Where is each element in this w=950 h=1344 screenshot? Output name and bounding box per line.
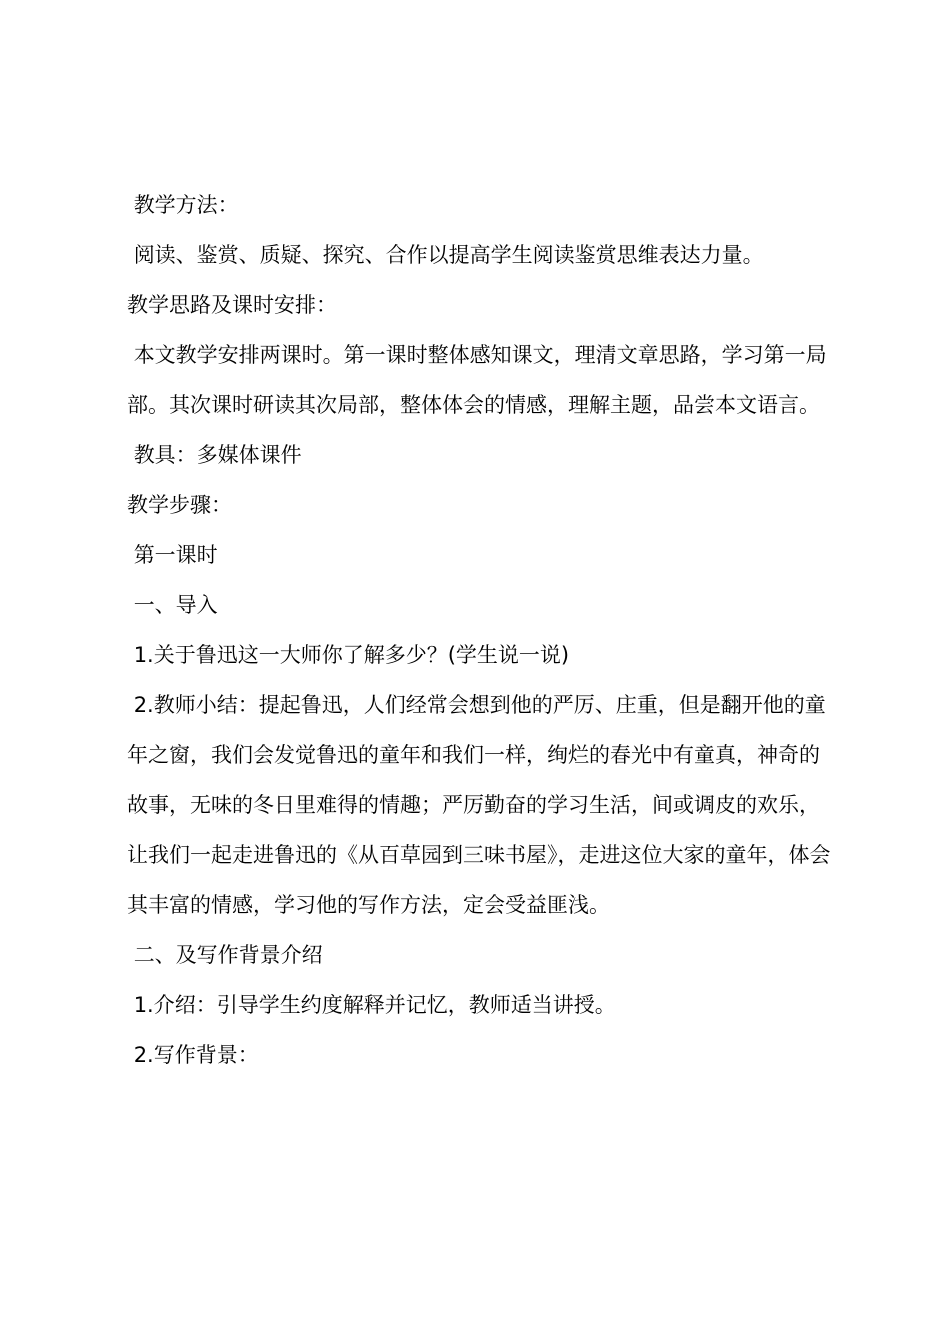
paragraph-teaching-aids: 教具：多媒体课件 xyxy=(127,443,302,467)
paragraph-section-background: 二、及写作背景介绍 xyxy=(127,943,323,967)
paragraph-teaching-methods-heading: 教学方法： xyxy=(127,193,239,217)
paragraph-schedule: 本文教学安排两课时。第一课时整体感知课文，理清文章思路，学习第一局部。其次课时研读其次局部，整体体会的情感，理解主题，品尝本文语言。 xyxy=(127,343,827,417)
paragraph-schedule-heading: 教学思路及课时安排： xyxy=(127,293,337,317)
paragraph-item-2: 2.教师小结：提起鲁迅，人们经常会想到他的严厉、庄重，但是翻开他的童年之窗，我们会发觉鲁迅的童年和我们一样，绚烂的春光中有童真，神奇的故事，无味的冬日里难得的情趣；严厉勤奋的学习生活，间或调皮的欢乐，让我们一起走进鲁迅的《从百草园到三味书屋》，走进这位大家的童年，体会其丰富的情感，学习他的写作方法，定会受益匪浅。 xyxy=(127,693,831,917)
paragraph-first-lesson: 第一课时 xyxy=(127,543,218,567)
paragraph-background-item-1: 1.介绍：引导学生约度解释并记忆，教师适当讲授。 xyxy=(127,993,616,1017)
paragraph-background-item-2: 2.写作背景： xyxy=(127,1043,259,1067)
paragraph-section-introduction: 一、导入 xyxy=(127,593,218,617)
paragraph-steps-heading: 教学步骤： xyxy=(127,493,232,517)
paragraph-teaching-methods: 阅读、鉴赏、质疑、探究、合作以提高学生阅读鉴赏思维表达力量。 xyxy=(127,243,764,267)
paragraph-item-1: 1.关于鲁迅这一大师你了解多少？(学生说一说) xyxy=(127,643,570,667)
document-body xyxy=(127,180,835,1080)
